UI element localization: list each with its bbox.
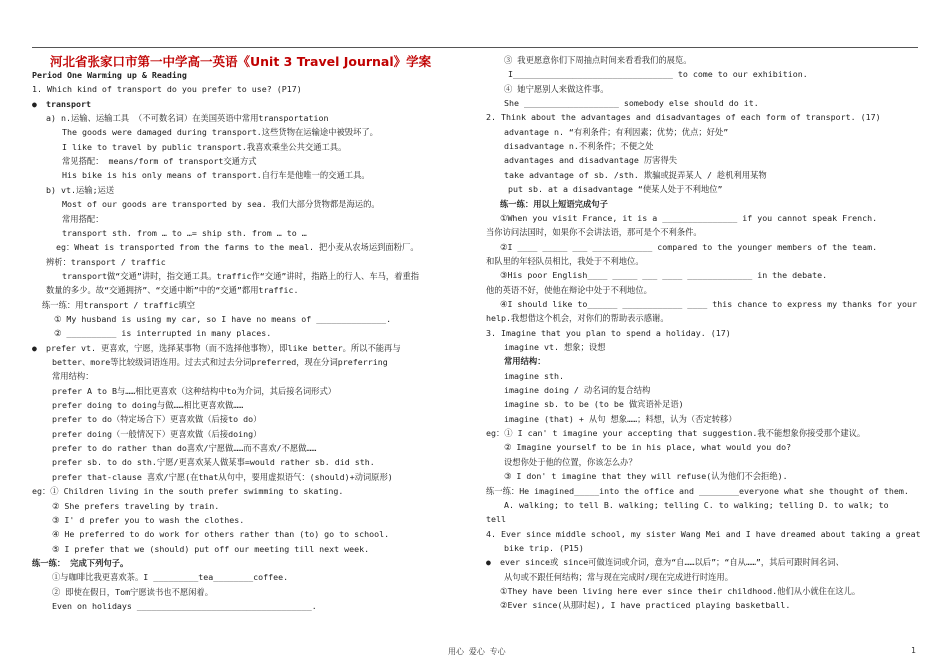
left-column-line: His bike is his only means of transport.自行车是他唯一的交通工具。 [62,170,370,181]
right-column-line: bike trip. (P15) [504,542,584,553]
right-column-line: imagine doing / 动名词的复合结构 [504,385,651,396]
left-column-line: Period One Warming up & Reading [32,70,187,80]
right-column-line: disadvantage n.不利条件；不便之处 [504,141,654,152]
left-column-line: ② __________ is interrupted in many places. [54,328,272,339]
right-column-line: advantage n. “有利条件；有利因素；优势；优点；好处” [504,126,729,137]
left-column-line: prefer sb. to do sth.宁愿/更喜欢某人做某事=would rather sb. did sth. [52,457,375,468]
left-column-line: ● transport [32,99,91,110]
left-column-line: 1. Which kind of transport do you prefer to use? (P17) [32,84,302,95]
right-column-line: take advantage of sb. /sth. 欺骗或捉弄某人 / 趁机利用某物 [504,169,767,180]
left-column-line: ①与咖啡比我更喜欢茶。I _________tea________coffee. [52,572,289,583]
page-number: 1 [911,646,916,655]
left-column-line: prefer doing to doing与做……相比更喜欢做…… [52,400,244,411]
left-column-line: ● prefer vt. 更喜欢，宁愿，选择某事物（而不选择他事物），即like better。所以不能再与 [32,343,401,354]
left-column-line: ② She prefers traveling by train. [52,500,220,511]
left-column-line: prefer to do rather than do喜欢/宁愿做……而不喜欢/不愿做…… [52,443,317,454]
top-rule [32,47,918,48]
right-column-line: 从句或不跟任何结构；常与现在完成时/现在完成进行时连用。 [504,571,734,582]
left-column-line: 常见搭配： means/form of transport交通方式 [62,156,257,167]
right-column-line: 和队里的年轻队员相比，我处于不利地位。 [486,255,644,266]
right-column-line: imagine sth. [504,370,564,381]
left-column-line: transport做“交通”讲时，指交通工具。traffic作“交通”讲时，指路上的行人、车马，着重指 [62,270,420,281]
right-column-line: ②Ever since(从那时起), I have practiced playing basketball. [500,600,791,611]
right-column-line: 设想你处于他的位置，你该怎么办？ [504,456,637,467]
right-column-line: ② Imagine yourself to be in his place, what would you do? [504,442,792,453]
right-column-line: ④I should like to______ ____________ ____ this chance to express my thanks for your [500,298,918,309]
left-column-line: prefer that-clause 喜欢/宁愿(在that从句中，要用虚拟语气：(should)+动词原形) [52,471,393,482]
left-column-line: prefer doing（一般情况下）更喜欢做（后接doing） [52,428,262,439]
left-column-line: ② 即使在假日，Tom宁愿读书也不愿闲着。 [52,586,214,597]
right-column-line: 他的英语不好，使他在辩论中处于不利地位。 [486,284,652,295]
right-column-line: ③ I don' t imagine that they will refuse(认为他们不会拒绝). [504,471,788,482]
left-column-line: eg：Wheat is transported from the farms to the meal. 把小麦从农场运到面粉厂。 [56,242,419,253]
right-column-line: 3. Imagine that you plan to spend a holiday. (17) [486,327,731,338]
right-column-line: ②I ____ _____ ___ ____________ compared to the younger members of the team. [500,241,878,252]
left-column-line: prefer to do（特定场合下）更喜欢做（后接to do） [52,414,262,425]
right-column-line: help.我想借这个机会，对你们的帮助表示感谢。 [486,313,669,324]
right-column-line: 2. Think about the advantages and disadvantages of each form of transport. (17) [486,112,881,123]
footer-slogan: 用心 爱心 专心 [448,647,506,656]
right-column-line: imagine sb. to be (to be 做宾语补足语) [504,399,684,410]
left-column-line: 常用结构： [52,371,94,382]
left-column-line: better、more等比较级词语连用。过去式和过去分词preferred，现在分词preferring [52,357,388,367]
left-column-line: b) vt.运输;运送 [46,184,115,195]
right-column-line: 练一练：He imagined_____into the office and ________everyone what she thought of them. [486,485,909,496]
right-column-line: imagine vt. 想象；设想 [504,342,606,352]
left-column-line: eg：① Children living in the south prefer swimming to skating. [32,486,344,497]
left-column-line: Even on holidays ___________________________________. [52,600,317,611]
right-column-line: put sb. at a disadvantage “使某人处于不利地位” [508,184,723,195]
right-column-line: She ___________________ somebody else should do it. [504,98,759,109]
right-column-line: ④ 她宁愿别人来做这件事。 [504,83,609,94]
left-column-line: a) n.运输、运输工具 （不可数名词）在美国英语中常用transportation [46,113,329,124]
left-column-line: 辨析：transport / traffic [46,256,166,267]
right-column-line: ● ever since或 since可做连词或介词，意为“自……以后”；“自从……”，其后可跟时间名词、 [486,557,844,568]
left-column-line: 练一练： 完成下列句子。 [32,557,129,568]
right-column-line: 4. Ever since middle school, my sister Wang Mei and I have dreamed about taking a great [486,528,921,539]
left-column-line: The goods were damaged during transport.这些货物在运输途中被毁坏了。 [62,127,378,138]
right-column-line: ③ 我更愿意你们下周抽点时间来看看我们的展览。 [504,55,692,65]
left-column-line: ⑤ I prefer that we (should) put off our meeting till next week. [52,543,370,554]
document-title: 河北省张家口市第一中学高一英语《Unit 3 Travel Journal》学案 [50,54,432,69]
left-column-line: I like to travel by public transport.我喜欢乘坐公共交通工具。 [62,141,347,152]
right-column-line: A. walking; to tell B. walking; telling C. to walking; telling D. to walk; to [504,499,889,510]
left-column-line: ④ He preferred to do work for others rather than (to) go to school. [52,529,390,540]
right-column-line: ③His poor English____ _____ ___ ____ _____________ in the debate. [500,270,828,281]
right-column-line: 当你访问法国时，如果你不会讲法语，那可是个不利条件。 [486,227,702,238]
left-column-line: 常用搭配： [62,213,104,224]
left-column-line: Most of our goods are transported by sea. 我们大部分货物都是海运的。 [62,199,380,210]
right-column-line: I________________________________ to come to our exhibition. [508,69,808,80]
right-column-line: 常用结构： [504,356,546,367]
right-column-line: 练一练：用以上短语完成句子 [500,198,608,209]
left-column-line: ③ I' d prefer you to wash the clothes. [52,514,245,525]
right-column-line: ①They have been living here ever since their childhood.他们从小就住在这儿。 [500,585,861,596]
left-column-line: ① My husband is using my car, so I have no means of ______________. [54,313,392,324]
right-column-line: advantages and disadvantage 厉害得失 [504,155,678,166]
left-column-line: transport sth. from … to …= ship sth. from … to … [62,227,307,238]
right-column-line: eg：① I can' t imagine your accepting that suggestion.我不能想象你接受那个建议。 [486,428,866,439]
right-column-line: ①When you visit France, it is a _______________ if you cannot speak French. [500,212,878,223]
right-column-line: imagine (that) + 从句 想象……；料想，认为（否定转移） [504,413,737,424]
left-column-line: 练一练：用transport / traffic填空 [42,299,195,310]
left-column-line: 数量的多少。故“交通拥挤”、“交通中断”中的“交通”都用traffic. [46,285,299,296]
left-column-line: prefer A to B与……相比更喜欢（这种结构中to为介词，其后接名词形式） [52,385,337,396]
right-column-line: tell [486,514,506,525]
